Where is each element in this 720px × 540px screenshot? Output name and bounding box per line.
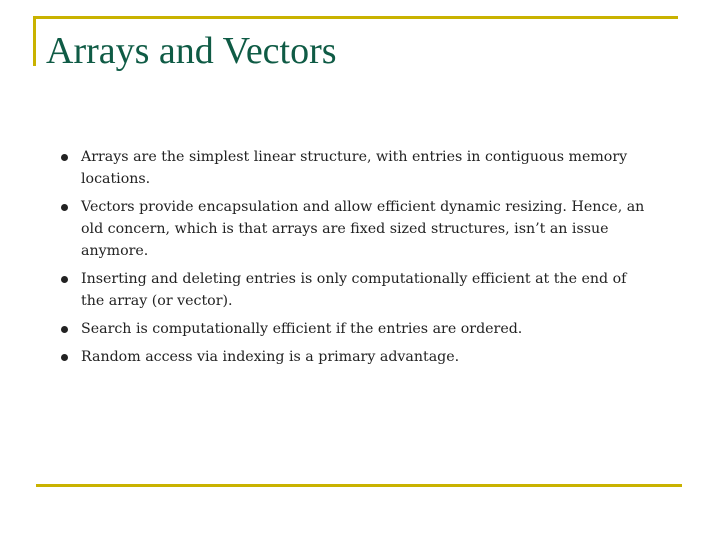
list-item — [60, 146, 650, 190]
bullet-text: Random access via indexing is a primary advantage. — [81, 349, 460, 365]
list-item — [60, 196, 650, 262]
bottom-accent-rule — [36, 484, 682, 487]
left-accent-rule — [33, 16, 36, 66]
bullet-text: Arrays are the simplest linear structure, with entries in contiguous memory locations. — [81, 149, 628, 187]
slide-title: Arrays and Vectors — [46, 30, 337, 72]
list-item — [60, 318, 650, 340]
bullet-icon — [61, 276, 68, 283]
list-item — [60, 268, 650, 312]
bullet-icon — [61, 326, 68, 333]
bullet-icon — [61, 204, 68, 211]
top-accent-rule — [33, 16, 678, 19]
bullet-text: Vectors provide encapsulation and allow efficient dynamic resizing. Hence, an old concern, which is that arrays are fixed sized structures, isn’t an issue anymore. — [81, 199, 645, 259]
bullet-list — [60, 146, 650, 374]
bullet-text: Search is computationally efficient if the entries are ordered. — [81, 321, 523, 337]
list-item — [60, 346, 650, 368]
bullet-icon — [61, 354, 68, 361]
bullet-text: Inserting and deleting entries is only computationally efficient at the end of the array (or vector). — [81, 271, 627, 309]
bullet-icon — [61, 154, 68, 161]
